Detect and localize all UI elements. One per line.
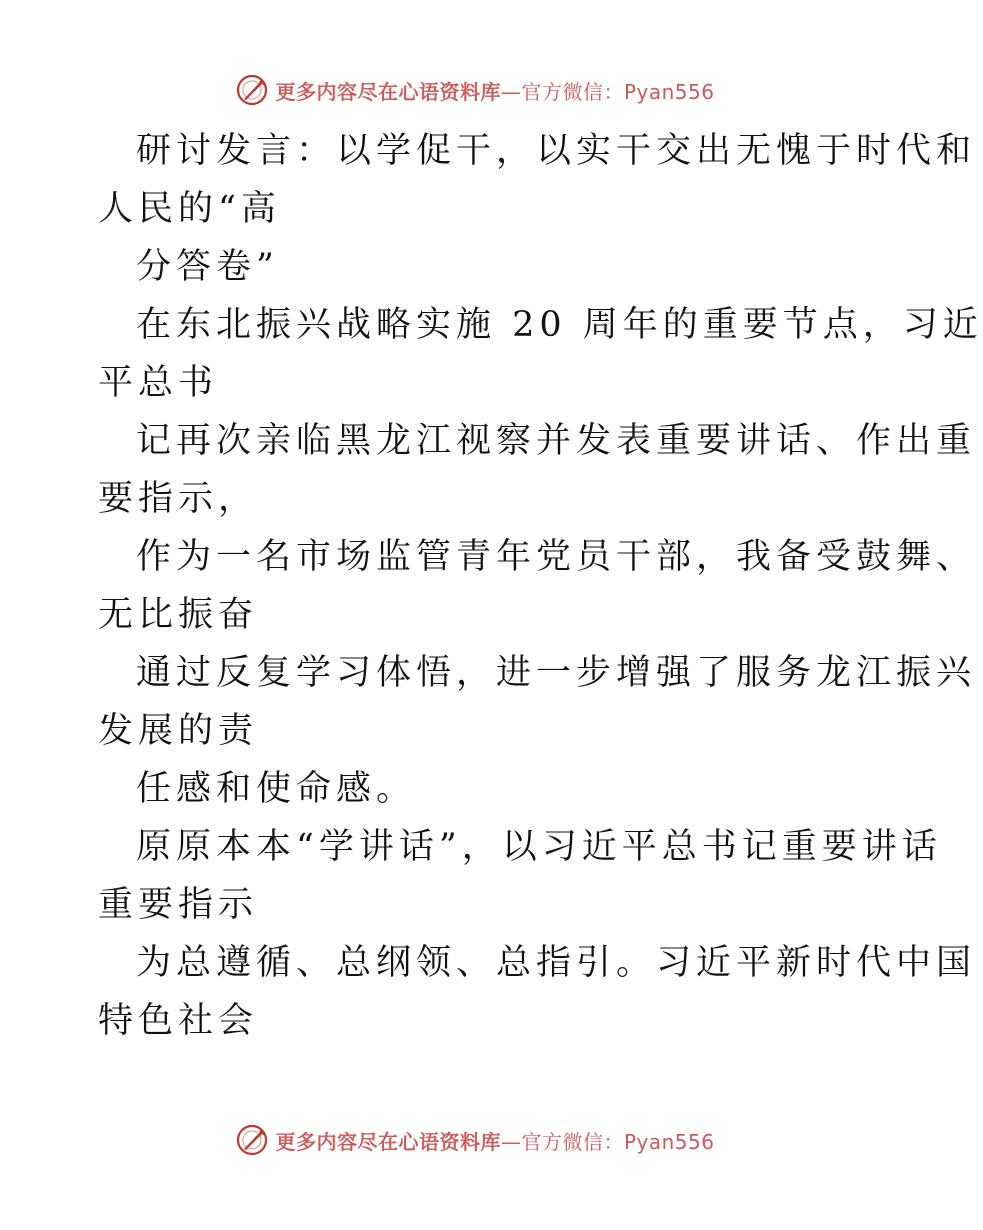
text-line: 研讨发言：以学促干，以实干交出无愧于时代和 xyxy=(136,131,977,171)
text-line: 为总遵循、总纲领、总指引。习近平新时代中国 xyxy=(136,943,977,983)
text-line: 要指示， xyxy=(98,479,259,519)
text-line: 人民的“高 xyxy=(98,189,281,229)
quill-logo-icon xyxy=(235,1123,269,1157)
text-line: 重要指示 xyxy=(98,885,259,925)
text-line: 原原本本“学讲话”，以习近平总书记重要讲话 xyxy=(136,827,942,867)
document-body xyxy=(98,122,983,1050)
watermark-brand: 更多内容尽在心语资料库 xyxy=(275,79,501,104)
text-line: 无比振奋 xyxy=(98,595,259,635)
watermark-contact: —官方微信：Pyan556 xyxy=(500,1129,715,1154)
text-line: 作为一名市场监管青年党员干部，我备受鼓舞、 xyxy=(136,537,977,577)
text-line: 平总书 xyxy=(98,363,219,403)
watermark-text xyxy=(275,76,714,105)
text-line: 在东北振兴战略实施 20 周年的重要节点，习近 xyxy=(136,305,983,345)
text-line: 通过反复学习体悟，进一步增强了服务龙江振兴 xyxy=(136,653,977,693)
text-line: 发展的责 xyxy=(98,711,259,751)
text-line: 特色社会 xyxy=(98,1001,259,1041)
quill-logo-icon xyxy=(235,73,269,107)
text-line: 记再次亲临黑龙江视察并发表重要讲话、作出重 xyxy=(136,421,977,461)
watermark-brand: 更多内容尽在心语资料库 xyxy=(275,1129,501,1154)
watermark-contact: —官方微信：Pyan556 xyxy=(500,79,715,104)
watermark-text xyxy=(275,1126,714,1155)
text-line: 分答卷” xyxy=(136,247,279,287)
footer-watermark xyxy=(0,1120,950,1160)
header-watermark xyxy=(0,70,950,110)
text-line: 任感和使命感。 xyxy=(136,769,417,809)
